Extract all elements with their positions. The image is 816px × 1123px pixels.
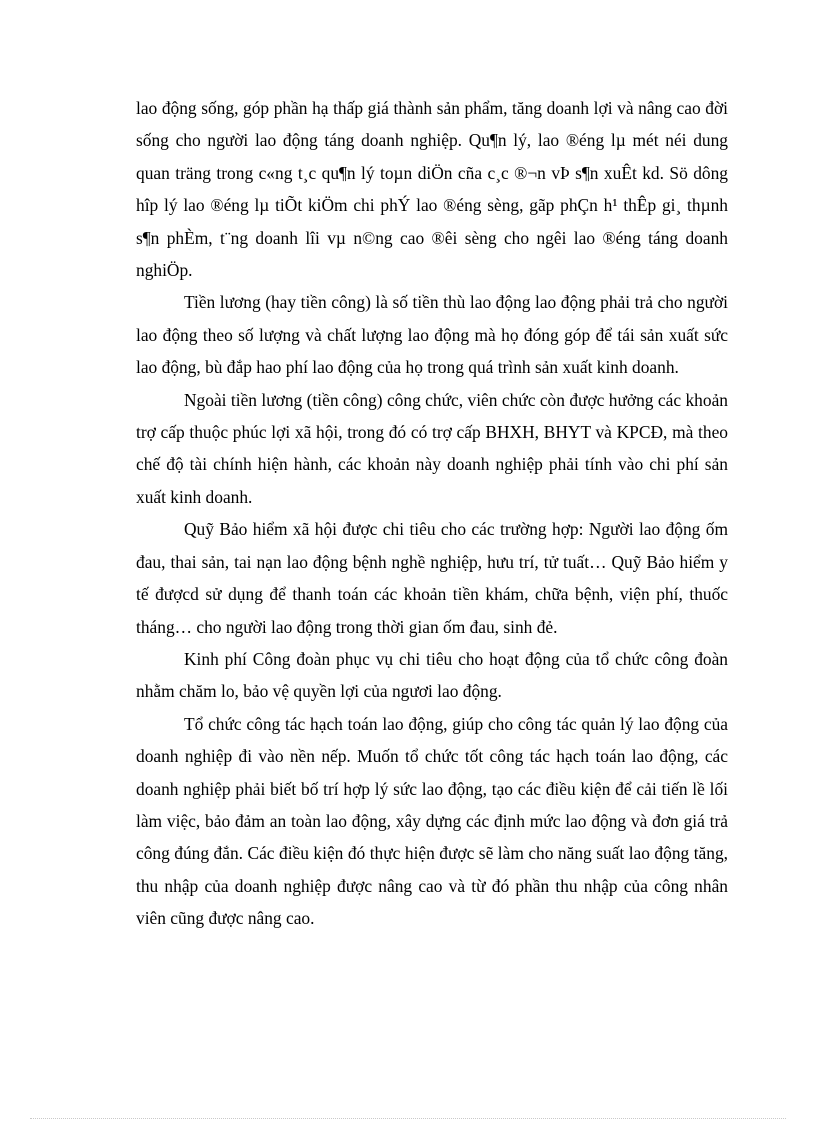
paragraph-3: Ngoài tiền lương (tiền công) công chức, viên chức còn được hưởng các khoản trợ cấp thuộc phúc lợi xã hội, trong đó có trợ cấp BHXH, BHYT và KPCĐ, mà theo chế độ tài chính hiện hành, các khoản này doanh nghiệp phải tính vào chi phí sản xuất kinh doanh.: [136, 389, 728, 507]
paragraph-6: Tổ chức công tác hạch toán lao động, giúp cho công tác quản lý lao động của doanh nghiệp đi vào nền nếp. Muốn tổ chức tốt công tác hạch toán lao động, các doanh nghiệp phải biết bố trí hợp lý sức lao động, tạo các điều kiện để cải tiến lề lối làm việc, bảo đảm an toàn lao động, xây dựng các định mức lao động và đơn giá trả công đúng đắn. Các điều kiện đó thực hiện được sẽ làm cho năng suất lao động tăng, thu nhập của doanh nghiệp được nâng cao và từ đó phần thu nhập của công nhân viên cũng được nâng cao.: [136, 713, 728, 929]
paragraph-1: lao động sống, góp phần hạ thấp giá thành sản phẩm, tăng doanh lợi và nâng cao đời sống cho người lao động táng doanh nghiệp. Qu¶n lý, lao ®éng lµ mét néi dung quan träng trong c«ng t¸c qu¶n lý toµn diÖn cña c¸c ®¬n vÞ s¶n xuÊt kd. Sö dông hîp lý lao ®éng lµ tiÕt kiÖm chi phÝ lao ®éng sèng, gãp phÇn h¹ thÊp gi¸ thµnh s¶n phÈm, t¨ng doanh lîi vµ n©ng cao ®êi sèng cho ngêi lao ®éng táng doanh nghiÖp.: [136, 98, 728, 281]
page-bottom-rule: [30, 1118, 786, 1119]
document-page: [136, 92, 728, 935]
paragraph-5: Kinh phí Công đoàn phục vụ chi tiêu cho hoạt động của tổ chức công đoàn nhằm chăm lo, bảo vệ quyền lợi của ngươi lao động.: [136, 648, 728, 702]
paragraph-2: Tiền lương (hay tiền công) là số tiền thù lao động lao động phải trả cho người lao động theo số lượng và chất lượng lao động mà họ đóng góp để tái sản xuất sức lao động, bù đắp hao phí lao động của họ trong quá trình sản xuất kinh doanh.: [136, 292, 728, 378]
paragraph-4: Quỹ Bảo hiểm xã hội được chi tiêu cho các trường hợp: Người lao động ốm đau, thai sản, tai nạn lao động bệnh nghề nghiệp, hưu trí, tử tuất… Quỹ Bảo hiểm y tế đượcd sử dụng để thanh toán các khoản tiền khám, chữa bệnh, viện phí, thuốc tháng… cho người lao động trong thời gian ốm đau, sinh đẻ.: [136, 519, 728, 637]
